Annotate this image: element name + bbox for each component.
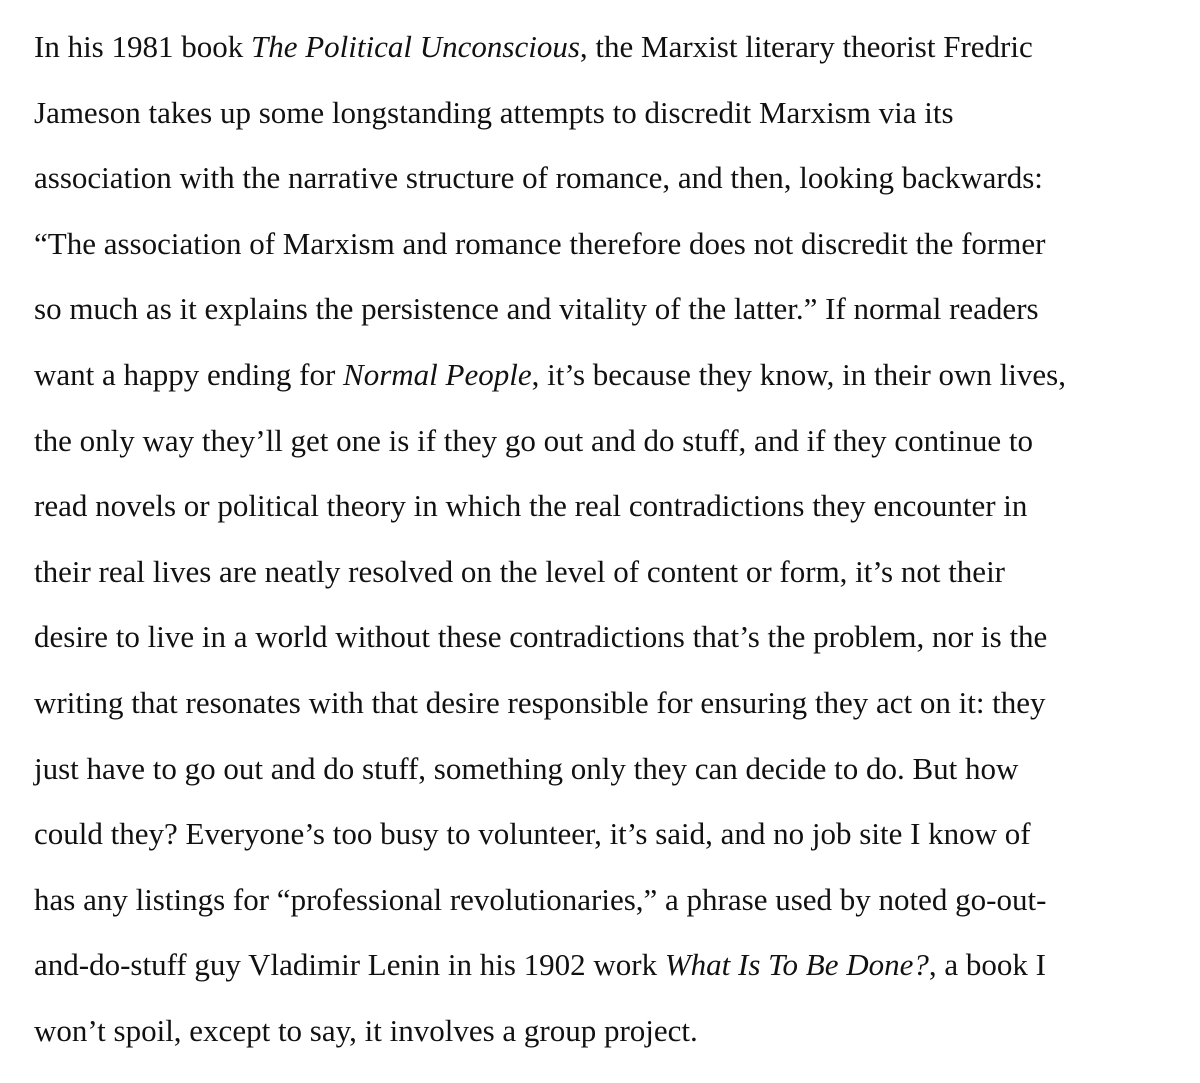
text-line-6: want a happy ending for Normal People, it’s because they know, in their own lives, xyxy=(34,356,1066,392)
text-line-16: won’t spoil, except to say, it involves a group project. xyxy=(34,1012,698,1048)
text-line-1: In his 1981 book The Political Unconscious, the Marxist literary theorist Fredric xyxy=(34,29,1033,64)
text-line-4: “The association of Marxism and romance therefore does not discredit the former xyxy=(34,225,1046,261)
text-line-8: read novels or political theory in which the real contradictions they encounter in xyxy=(34,488,1028,524)
text-line-12: just have to go out and do stuff, something only they can decide to do. But how xyxy=(34,750,1019,786)
text-page xyxy=(34,14,1184,1064)
book-title-normal-people: Normal People xyxy=(343,356,532,392)
text-line-15: and-do-stuff guy Vladimir Lenin in his 1902 work What Is To Be Done?, a book I xyxy=(34,947,1046,983)
text-line-2: Jameson takes up some longstanding attempts to discredit Marxism via its xyxy=(34,94,954,130)
text-line-13: could they? Everyone’s too busy to volunteer, it’s said, and no job site I know of xyxy=(34,816,1031,852)
text-line-5: so much as it explains the persistence and vitality of the latter.” If normal readers xyxy=(34,291,1039,327)
body-paragraph xyxy=(34,14,1184,1064)
text-line-9: their real lives are neatly resolved on the level of content or form, it’s not their xyxy=(34,553,1006,589)
text-line-11: writing that resonates with that desire responsible for ensuring they act on it: they xyxy=(34,684,1046,720)
text-line-14: has any listings for “professional revolutionaries,” a phrase used by noted go-out- xyxy=(34,881,1047,917)
book-title-political-unconscious: The Political Unconscious xyxy=(251,29,580,64)
text-line-3: association with the narrative structure of romance, and then, looking backwards: xyxy=(34,160,1043,196)
text-line-10: desire to live in a world without these contradictions that’s the problem, nor is the xyxy=(34,619,1048,655)
text-line-7: the only way they’ll get one is if they go out and do stuff, and if they continue to xyxy=(34,422,1033,458)
book-title-what-is-to-be-done: What Is To Be Done? xyxy=(664,947,929,983)
